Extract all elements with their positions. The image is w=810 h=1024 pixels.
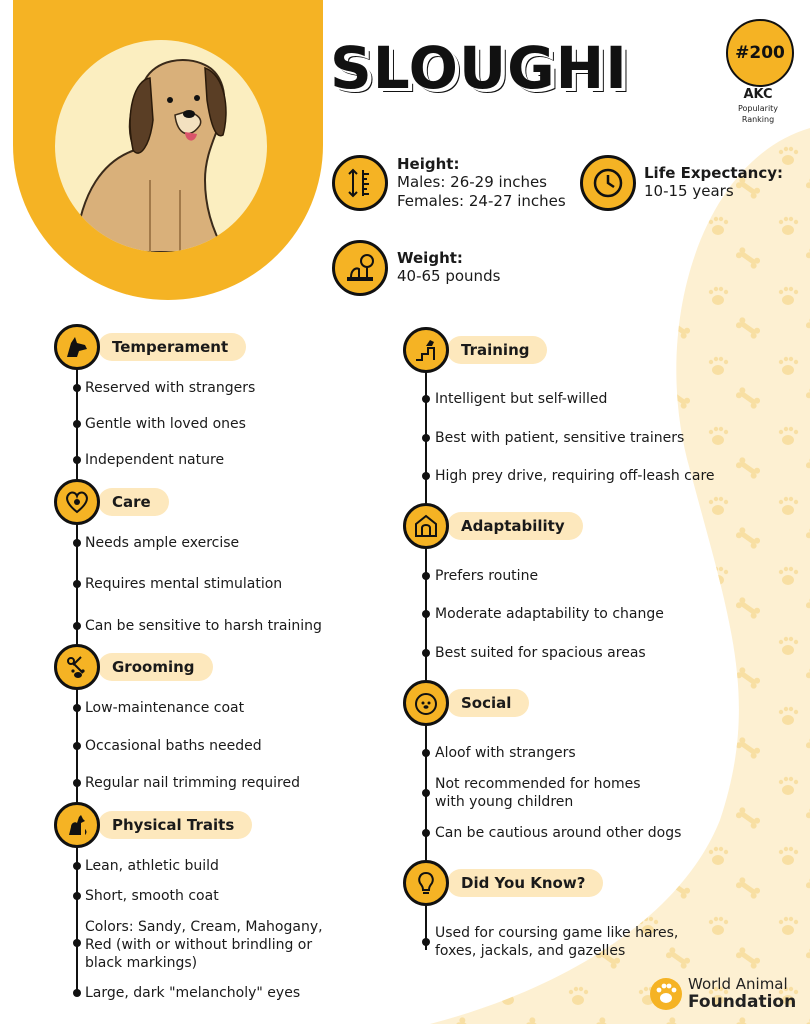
ranking-sublabel <box>712 103 804 125</box>
training-item: Best with patient, sensitive trainers <box>435 430 685 446</box>
training-item: Intelligent but self-willed <box>435 391 608 407</box>
social-item: Can be cautious around other dogs <box>435 825 682 841</box>
section-title-care: Care <box>98 488 169 516</box>
bullet-dot <box>422 572 430 580</box>
physical-item: Lean, athletic build <box>85 858 219 874</box>
temperament-item: Reserved with strangers <box>85 380 256 396</box>
temperament-item: Independent nature <box>85 452 225 468</box>
brand-line1: World Animal <box>688 975 788 993</box>
dog-house-icon <box>403 503 449 549</box>
sitting-dog-icon <box>54 802 100 848</box>
social-item: Aloof with strangers <box>435 745 576 761</box>
height-females: Females: 24-27 inches <box>397 192 566 210</box>
life-expectancy-stat <box>644 164 783 201</box>
brand-line2: Foundation <box>688 992 797 1012</box>
physical-item: Large, dark "melancholy" eyes <box>85 985 301 1001</box>
agility-dog-icon <box>403 327 449 373</box>
brand-logo <box>646 972 686 1012</box>
grooming-item: Occasional baths needed <box>85 738 262 754</box>
bullet-dot <box>422 749 430 757</box>
paw-logo-icon <box>646 972 686 1012</box>
bullet-dot <box>73 989 81 997</box>
bullet-dot <box>422 472 430 480</box>
section-title-physical-traits: Physical Traits <box>98 811 252 839</box>
bullet-dot <box>73 862 81 870</box>
bullet-dot <box>422 789 430 797</box>
life-title: Life Expectancy: <box>644 164 783 182</box>
social-item-line: with young children <box>435 794 574 810</box>
height-males: Males: 26-29 inches <box>397 173 547 191</box>
physical-item: Short, smooth coat <box>85 888 219 904</box>
did-you-know-line: Used for coursing game like hares, <box>435 925 679 941</box>
clock-icon <box>580 155 636 211</box>
bullet-dot <box>73 742 81 750</box>
social-item-line: Not recommended for homes <box>435 776 641 792</box>
page-title: SLOUGHI <box>330 34 628 102</box>
temperament-item: Gentle with loved ones <box>85 416 246 432</box>
adaptability-item: Prefers routine <box>435 568 539 584</box>
lightbulb-icon <box>403 860 449 906</box>
dog-head-icon <box>54 324 100 370</box>
section-title-adaptability: Adaptability <box>447 512 583 540</box>
ranking-label: AKC <box>743 87 773 102</box>
dog-portrait <box>55 40 267 252</box>
height-title: Height: <box>397 155 460 173</box>
bullet-dot <box>73 384 81 392</box>
sloughi-illustration <box>55 40 267 252</box>
physical-item-line: Colors: Sandy, Cream, Mahogany, <box>85 919 323 935</box>
section-title-grooming: Grooming <box>98 653 213 681</box>
care-item: Requires mental stimulation <box>85 576 283 592</box>
training-item: High prey drive, requiring off-leash care <box>435 468 715 484</box>
brand-name <box>688 975 796 1011</box>
height-stat <box>397 155 566 211</box>
ruler-icon <box>332 155 388 211</box>
bullet-dot <box>422 434 430 442</box>
weight-stat <box>397 249 500 286</box>
physical-item-line: black markings) <box>85 955 198 971</box>
grooming-tools-icon <box>54 644 100 690</box>
bullet-dot <box>73 779 81 787</box>
care-item: Needs ample exercise <box>85 535 240 551</box>
bullet-dot <box>73 939 81 947</box>
adaptability-item: Moderate adaptability to change <box>435 606 664 622</box>
bullet-dot <box>73 456 81 464</box>
section-title-did-you-know: Did You Know? <box>447 869 603 897</box>
scale-icon <box>332 240 388 296</box>
bullet-dot <box>422 829 430 837</box>
ranking-sublabel-line2: Ranking <box>741 115 775 124</box>
bullet-dot <box>422 649 430 657</box>
bullet-dot <box>422 395 430 403</box>
physical-item-line: Red (with or without brindling or <box>85 937 313 953</box>
bullet-dot <box>73 580 81 588</box>
social-item-multiline <box>435 775 641 811</box>
bullet-dot <box>422 938 430 946</box>
bullet-dot <box>73 622 81 630</box>
section-title-temperament: Temperament <box>98 333 246 361</box>
physical-item-multiline <box>85 918 323 972</box>
ranking-badge: #200 <box>726 19 794 87</box>
ranking-sublabel-line1: Popularity <box>737 104 779 113</box>
bullet-dot <box>73 892 81 900</box>
bullet-dot <box>73 704 81 712</box>
grooming-item: Regular nail trimming required <box>85 775 300 791</box>
bullet-dot <box>73 539 81 547</box>
life-value: 10-15 years <box>644 182 734 200</box>
section-title-training: Training <box>447 336 547 364</box>
bullet-dot <box>73 420 81 428</box>
care-item: Can be sensitive to harsh training <box>85 618 322 634</box>
adaptability-item: Best suited for spacious areas <box>435 645 646 661</box>
weight-title: Weight: <box>397 249 463 267</box>
weight-value: 40-65 pounds <box>397 267 501 285</box>
bullet-dot <box>422 610 430 618</box>
heart-paw-icon <box>54 479 100 525</box>
grooming-item: Low-maintenance coat <box>85 700 245 716</box>
dog-heart-icon <box>403 680 449 726</box>
did-you-know-text <box>435 924 678 960</box>
did-you-know-line: foxes, jackals, and gazelles <box>435 943 626 959</box>
section-title-social: Social <box>447 689 529 717</box>
